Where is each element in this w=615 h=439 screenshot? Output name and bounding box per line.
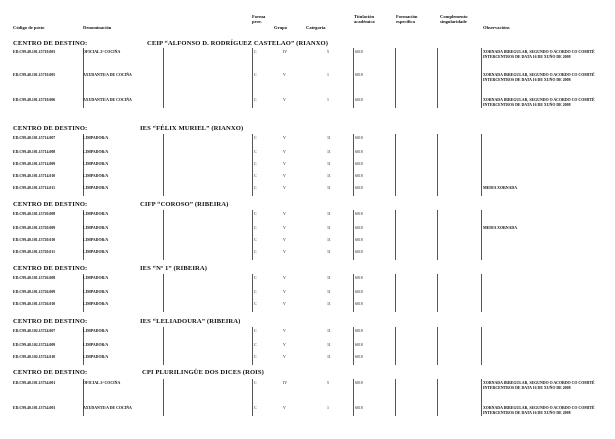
cell-den: LIMPADOR/A xyxy=(83,302,109,306)
cell-den: AXUDANTE/A DE COCIÑA xyxy=(83,406,132,410)
cell-grupo: V xyxy=(283,343,286,347)
cell-cat: 5 xyxy=(327,50,329,54)
cell-forma: C xyxy=(254,406,257,410)
cell-grupo: V xyxy=(283,276,286,280)
column-rule xyxy=(481,134,482,196)
cell-cat: 11 xyxy=(327,174,331,178)
cell-forma: C xyxy=(254,50,257,54)
cell-grupo: V xyxy=(283,406,286,410)
cell-grupo: V xyxy=(283,150,286,154)
cell-code: ED.C99.40.101.15710.006 xyxy=(13,98,56,102)
column-rule xyxy=(395,134,396,196)
cell-cat: 11 xyxy=(327,343,331,347)
cell-den: LIMPADOR/A xyxy=(83,250,109,254)
header-grupo: Grupo xyxy=(274,25,288,30)
section-label: CENTRO DE DESTINO: xyxy=(13,369,88,376)
cell-forma: C xyxy=(254,302,257,306)
cell-grupo: V xyxy=(283,302,286,306)
cell-den: LIMPADOR/A xyxy=(83,226,109,230)
section-school: CPI PLURILINGÜE DOS DICES (ROIS) xyxy=(142,369,264,376)
column-rule xyxy=(481,379,482,416)
cell-code: ED.C99.40.102.15724.010 xyxy=(13,355,56,359)
section-heading xyxy=(13,125,244,132)
cell-forma: C xyxy=(254,290,257,294)
cell-forma: C xyxy=(254,98,257,102)
cell-code: ED.C99.40.101.15720.011 xyxy=(13,250,56,254)
column-rule xyxy=(437,379,438,416)
cell-code: ED.C99.40.101.15726.010 xyxy=(13,302,56,306)
cell-den: LIMPADOR/A xyxy=(83,276,109,280)
cell-grupo: V xyxy=(283,329,286,333)
cell-tit: 6010 xyxy=(355,50,363,54)
section-heading xyxy=(13,201,229,208)
section-heading xyxy=(13,318,241,325)
cell-tit: 6010 xyxy=(355,406,363,410)
section-label: CENTRO DE DESTINO: xyxy=(13,40,88,47)
section-label: CENTRO DE DESTINO: xyxy=(13,125,88,132)
column-rule xyxy=(163,48,164,108)
cell-den: AXUDANTE/A DE COCIÑA xyxy=(83,73,132,77)
section-school: IES “LELIADOURA” (RIBEIRA) xyxy=(140,318,241,325)
cell-grupo: V xyxy=(283,162,286,166)
cell-tit: 6010 xyxy=(355,73,363,77)
cell-tit: 6010 xyxy=(355,381,363,385)
column-rule xyxy=(353,274,354,312)
cell-forma: C xyxy=(254,150,257,154)
cell-cat: 11 xyxy=(327,150,331,154)
cell-forma: C xyxy=(254,186,257,190)
cell-code: ED.C99.40.101.15726.009 xyxy=(13,290,56,294)
section-school: IES “FÉLIX MURIEL” (RIANXO) xyxy=(140,125,244,132)
cell-tit: 6010 xyxy=(355,162,363,166)
cell-code: ED.C99.40.101.15710.005 xyxy=(13,73,56,77)
cell-den: LIMPADOR/A xyxy=(83,290,109,294)
cell-tit: 6010 xyxy=(355,355,363,359)
column-rule xyxy=(163,379,164,416)
section-heading xyxy=(13,40,329,47)
column-rule xyxy=(395,210,396,260)
section-school: CEIP “ALFONSO D. RODRÍGUEZ CASTELAO” (RIANXO) xyxy=(147,40,329,47)
cell-code: ED.C99.40.101.15710.003 xyxy=(13,50,56,54)
cell-cat: 11 xyxy=(327,290,331,294)
cell-den: LIMPADOR/A xyxy=(83,162,109,166)
cell-code: ED.C99.40.102.15724.009 xyxy=(13,343,56,347)
column-rule xyxy=(395,48,396,108)
column-rule xyxy=(353,327,354,365)
header-codigo: Código de posto xyxy=(13,25,45,30)
cell-den: LIMPADOR/A xyxy=(83,343,109,347)
cell-den: LIMPADOR/A xyxy=(83,238,109,242)
cell-forma: C xyxy=(254,343,257,347)
column-rule xyxy=(353,48,354,108)
cell-tit: 6010 xyxy=(355,226,363,230)
cell-obs: XORNADA IRREGULAR, SEGUNDO O ACORDO CO COMITÉ INTERCENTROS DE DATA 16 DE XUÑO DE 2008 xyxy=(483,381,595,390)
column-rule xyxy=(437,327,438,365)
column-rule xyxy=(353,134,354,196)
cell-grupo: V xyxy=(283,355,286,359)
section-label: CENTRO DE DESTINO: xyxy=(13,265,88,272)
cell-forma: C xyxy=(254,250,257,254)
cell-grupo: V xyxy=(283,186,286,190)
cell-grupo: V xyxy=(283,290,286,294)
cell-grupo: V xyxy=(283,212,286,216)
column-rule xyxy=(437,134,438,196)
cell-grupo: V xyxy=(283,250,286,254)
cell-tit: 6010 xyxy=(355,136,363,140)
cell-forma: C xyxy=(254,355,257,359)
cell-cat: 11 xyxy=(327,162,331,166)
cell-forma: C xyxy=(254,73,257,77)
column-rule xyxy=(163,134,164,196)
cell-cat: 11 xyxy=(327,329,331,333)
cell-den: LIMPADOR/A xyxy=(83,186,109,190)
cell-den: OFICIAL 2ª COCIÑA xyxy=(83,50,121,54)
cell-tit: 6010 xyxy=(355,212,363,216)
column-rule xyxy=(395,327,396,365)
cell-den: OFICIAL 2ª COCIÑA xyxy=(83,381,121,385)
cell-code: ED.C99.40.101.15734.001 xyxy=(13,381,56,385)
cell-forma: C xyxy=(254,381,257,385)
cell-obs: XORNADA IRREGULAR, SEGUNDO O ACORDO CO COMITÉ INTERCENTROS DE DATA 16 DE XUÑO DE 2008 xyxy=(483,98,595,107)
cell-den: LIMPADOR/A xyxy=(83,150,109,154)
cell-cat: 11 xyxy=(327,238,331,242)
cell-forma: C xyxy=(254,162,257,166)
cell-code: ED.C99.40.101.15720.008 xyxy=(13,212,56,216)
cell-code: ED.C99.40.101.15726.008 xyxy=(13,276,56,280)
cell-forma: C xyxy=(254,212,257,216)
cell-cat: 11 xyxy=(327,276,331,280)
cell-cat: 11 xyxy=(327,226,331,230)
section-school: IES “Nº 1” (RIBEIRA) xyxy=(140,265,208,272)
header-observaciones: Observacións xyxy=(483,25,510,30)
header-denominacion: Denominación xyxy=(83,25,112,30)
cell-code: ED.C99.40.101.15720.010 xyxy=(13,238,56,242)
cell-grupo: V xyxy=(283,238,286,242)
cell-grupo: V xyxy=(283,174,286,178)
cell-grupo: IV xyxy=(283,381,288,385)
cell-tit: 6010 xyxy=(355,250,363,254)
section-heading xyxy=(13,369,264,376)
cell-grupo: V xyxy=(283,98,286,102)
column-rule xyxy=(437,48,438,108)
header-complemento: Complemento singularidade xyxy=(440,14,468,25)
column-rule xyxy=(437,210,438,260)
column-rule xyxy=(437,274,438,312)
cell-tit: 6010 xyxy=(355,276,363,280)
cell-grupo: V xyxy=(283,226,286,230)
section-label: CENTRO DE DESTINO: xyxy=(13,318,88,325)
cell-code: ED.C99.40.101.15714.011 xyxy=(13,186,56,190)
cell-den: LIMPADOR/A xyxy=(83,212,109,216)
cell-den: LIMPADOR/A xyxy=(83,136,109,140)
cell-tit: 6010 xyxy=(355,186,363,190)
cell-code: ED.C99.40.101.15734.003 xyxy=(13,406,56,410)
cell-cat: 11 xyxy=(327,186,331,190)
cell-cat: 11 xyxy=(327,212,331,216)
column-rule xyxy=(395,274,396,312)
column-rule xyxy=(481,274,482,312)
column-rule xyxy=(252,134,253,196)
cell-cat: 1 xyxy=(327,406,329,410)
column-rule xyxy=(163,327,164,365)
column-rule xyxy=(252,327,253,365)
cell-cat: 11 xyxy=(327,355,331,359)
cell-forma: C xyxy=(254,238,257,242)
cell-tit: 6010 xyxy=(355,343,363,347)
cell-cat: 5 xyxy=(327,381,329,385)
cell-obs: XORNADA IRREGULAR, SEGUNDO O ACORDO CO COMITÉ INTERCENTROS DE DATA 16 DE XUÑO DE 2008 xyxy=(483,73,595,82)
cell-cat: 1 xyxy=(327,98,329,102)
cell-den: LIMPADOR/A xyxy=(83,329,109,333)
column-rule xyxy=(481,210,482,260)
cell-tit: 6010 xyxy=(355,238,363,242)
cell-tit: 6010 xyxy=(355,98,363,102)
cell-grupo: V xyxy=(283,136,286,140)
cell-code: ED.C99.40.101.15714.009 xyxy=(13,162,56,166)
cell-forma: C xyxy=(254,276,257,280)
column-rule xyxy=(481,327,482,365)
header-titulacion: Titulación académica xyxy=(354,14,375,25)
column-rule xyxy=(252,379,253,416)
cell-code: ED.C99.40.101.15714.010 xyxy=(13,174,56,178)
column-rule xyxy=(252,210,253,260)
section-school: CIFP “COROSO” (RIBEIRA) xyxy=(140,201,229,208)
cell-tit: 6010 xyxy=(355,302,363,306)
cell-code: ED.C99.40.101.15720.009 xyxy=(13,226,56,230)
cell-tit: 6010 xyxy=(355,150,363,154)
cell-forma: C xyxy=(254,226,257,230)
cell-tit: 6010 xyxy=(355,329,363,333)
cell-den: LIMPADOR/A xyxy=(83,355,109,359)
cell-obs: XORNADA IRREGULAR, SEGUNDO O ACORDO CO COMITÉ INTERCENTROS DE DATA 16 DE XUÑO DE 2008 xyxy=(483,50,595,59)
cell-cat: 11 xyxy=(327,302,331,306)
column-rule xyxy=(252,274,253,312)
section-label: CENTRO DE DESTINO: xyxy=(13,201,88,208)
header-forma: Forma prov. xyxy=(252,14,266,25)
cell-obs: XORNADA IRREGULAR, SEGUNDO O ACORDO CO COMITÉ INTERCENTROS DE DATA 16 DE XUÑO DE 2008 xyxy=(483,406,595,415)
cell-code: ED.C99.40.102.15724.007 xyxy=(13,329,56,333)
cell-cat: 11 xyxy=(327,136,331,140)
cell-forma: C xyxy=(254,136,257,140)
cell-grupo: IV xyxy=(283,50,288,54)
cell-obs: MEDIA XORNADA xyxy=(483,226,518,230)
cell-cat: 11 xyxy=(327,250,331,254)
column-rule xyxy=(163,274,164,312)
cell-obs: MEDIA XORNADA xyxy=(483,186,518,190)
cell-cat: 1 xyxy=(327,73,329,77)
cell-den: LIMPADOR/A xyxy=(83,174,109,178)
cell-tit: 6010 xyxy=(355,174,363,178)
cell-grupo: V xyxy=(283,73,286,77)
cell-tit: 6010 xyxy=(355,290,363,294)
column-rule xyxy=(353,379,354,416)
cell-den: AXUDANTE/A DE COCIÑA xyxy=(83,98,132,102)
cell-code: ED.C99.40.101.15714.008 xyxy=(13,150,56,154)
column-rule xyxy=(395,379,396,416)
column-rule xyxy=(163,210,164,260)
cell-forma: C xyxy=(254,329,257,333)
cell-forma: C xyxy=(254,174,257,178)
header-formacion: Formación específica xyxy=(396,14,418,25)
column-rule xyxy=(481,48,482,108)
column-rule xyxy=(252,48,253,108)
section-heading xyxy=(13,265,208,272)
column-rule xyxy=(353,210,354,260)
header-categoria: Categoría xyxy=(306,25,326,30)
cell-code: ED.C99.40.101.15714.007 xyxy=(13,136,56,140)
